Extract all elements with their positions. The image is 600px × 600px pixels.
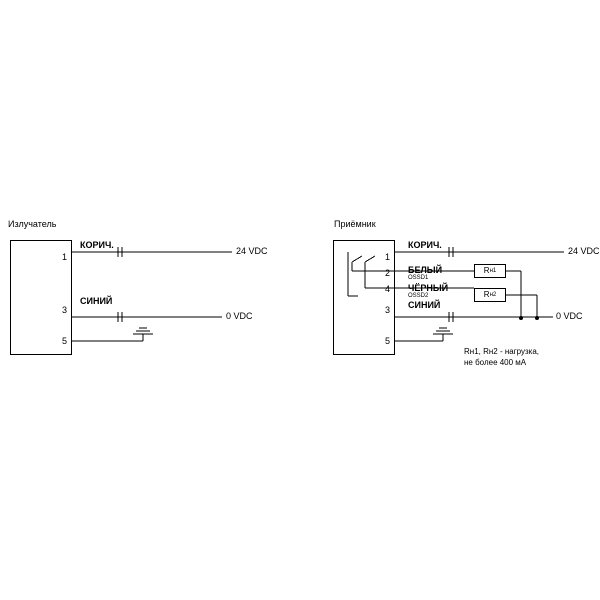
- emitter-block-label: Излучатель: [8, 219, 57, 229]
- receiver-pin-3-label: 3: [385, 305, 391, 315]
- note-line-1-text: Rн1, Rн2 - нагрузка,: [464, 347, 540, 356]
- resistor-rn2-sub: н2: [489, 292, 497, 298]
- receiver-pin-5-label: 5: [385, 336, 391, 346]
- emitter-wire-blue-label: СИНИЙ: [80, 296, 113, 306]
- receiver-pin-1-label: 1: [385, 252, 391, 262]
- junction-dot-rn2: [535, 316, 539, 320]
- emitter-signal-0vdc-label: 0 VDC: [226, 311, 253, 321]
- receiver-wire-black-sublabel: OSSD2: [408, 293, 429, 299]
- receiver-pin-2-label: 2: [385, 268, 391, 278]
- receiver-wire-brown-label: КОРИЧ.: [408, 240, 442, 250]
- resistor-rn1: [474, 264, 506, 278]
- emitter-wire-brown-label: КОРИЧ.: [80, 240, 114, 250]
- receiver-block-label: Приёмник: [334, 219, 376, 229]
- note-line-2: [464, 357, 526, 368]
- receiver-wire-white-label: БЕЛЫЙ: [408, 265, 443, 275]
- receiver-pin-4-label: 4: [385, 284, 391, 294]
- junction-dot-rn1: [519, 316, 523, 320]
- resistor-rn2-label: R: [483, 290, 490, 299]
- emitter-pin-5-label: 5: [62, 336, 68, 346]
- note-line-2-text: не более 400 мА: [464, 358, 527, 367]
- receiver-wire-white-sublabel: OSSD1: [408, 275, 429, 281]
- resistor-rn1-label: R: [483, 266, 490, 275]
- receiver-wire-black-label: ЧЁРНЫЙ: [408, 283, 449, 293]
- note-line-1: [464, 346, 539, 357]
- receiver-signal-0vdc-label: 0 VDC: [556, 311, 583, 321]
- resistor-rn2: [474, 288, 506, 302]
- emitter-pin-3-label: 3: [62, 305, 68, 315]
- receiver-wire-blue-label: СИНИЙ: [408, 300, 441, 310]
- receiver-signal-24vdc-label: 24 VDC: [568, 246, 600, 256]
- emitter-signal-24vdc-label: 24 VDC: [236, 246, 268, 256]
- resistor-rn1-sub: н1: [489, 268, 497, 274]
- emitter-pin-1-label: 1: [62, 252, 68, 262]
